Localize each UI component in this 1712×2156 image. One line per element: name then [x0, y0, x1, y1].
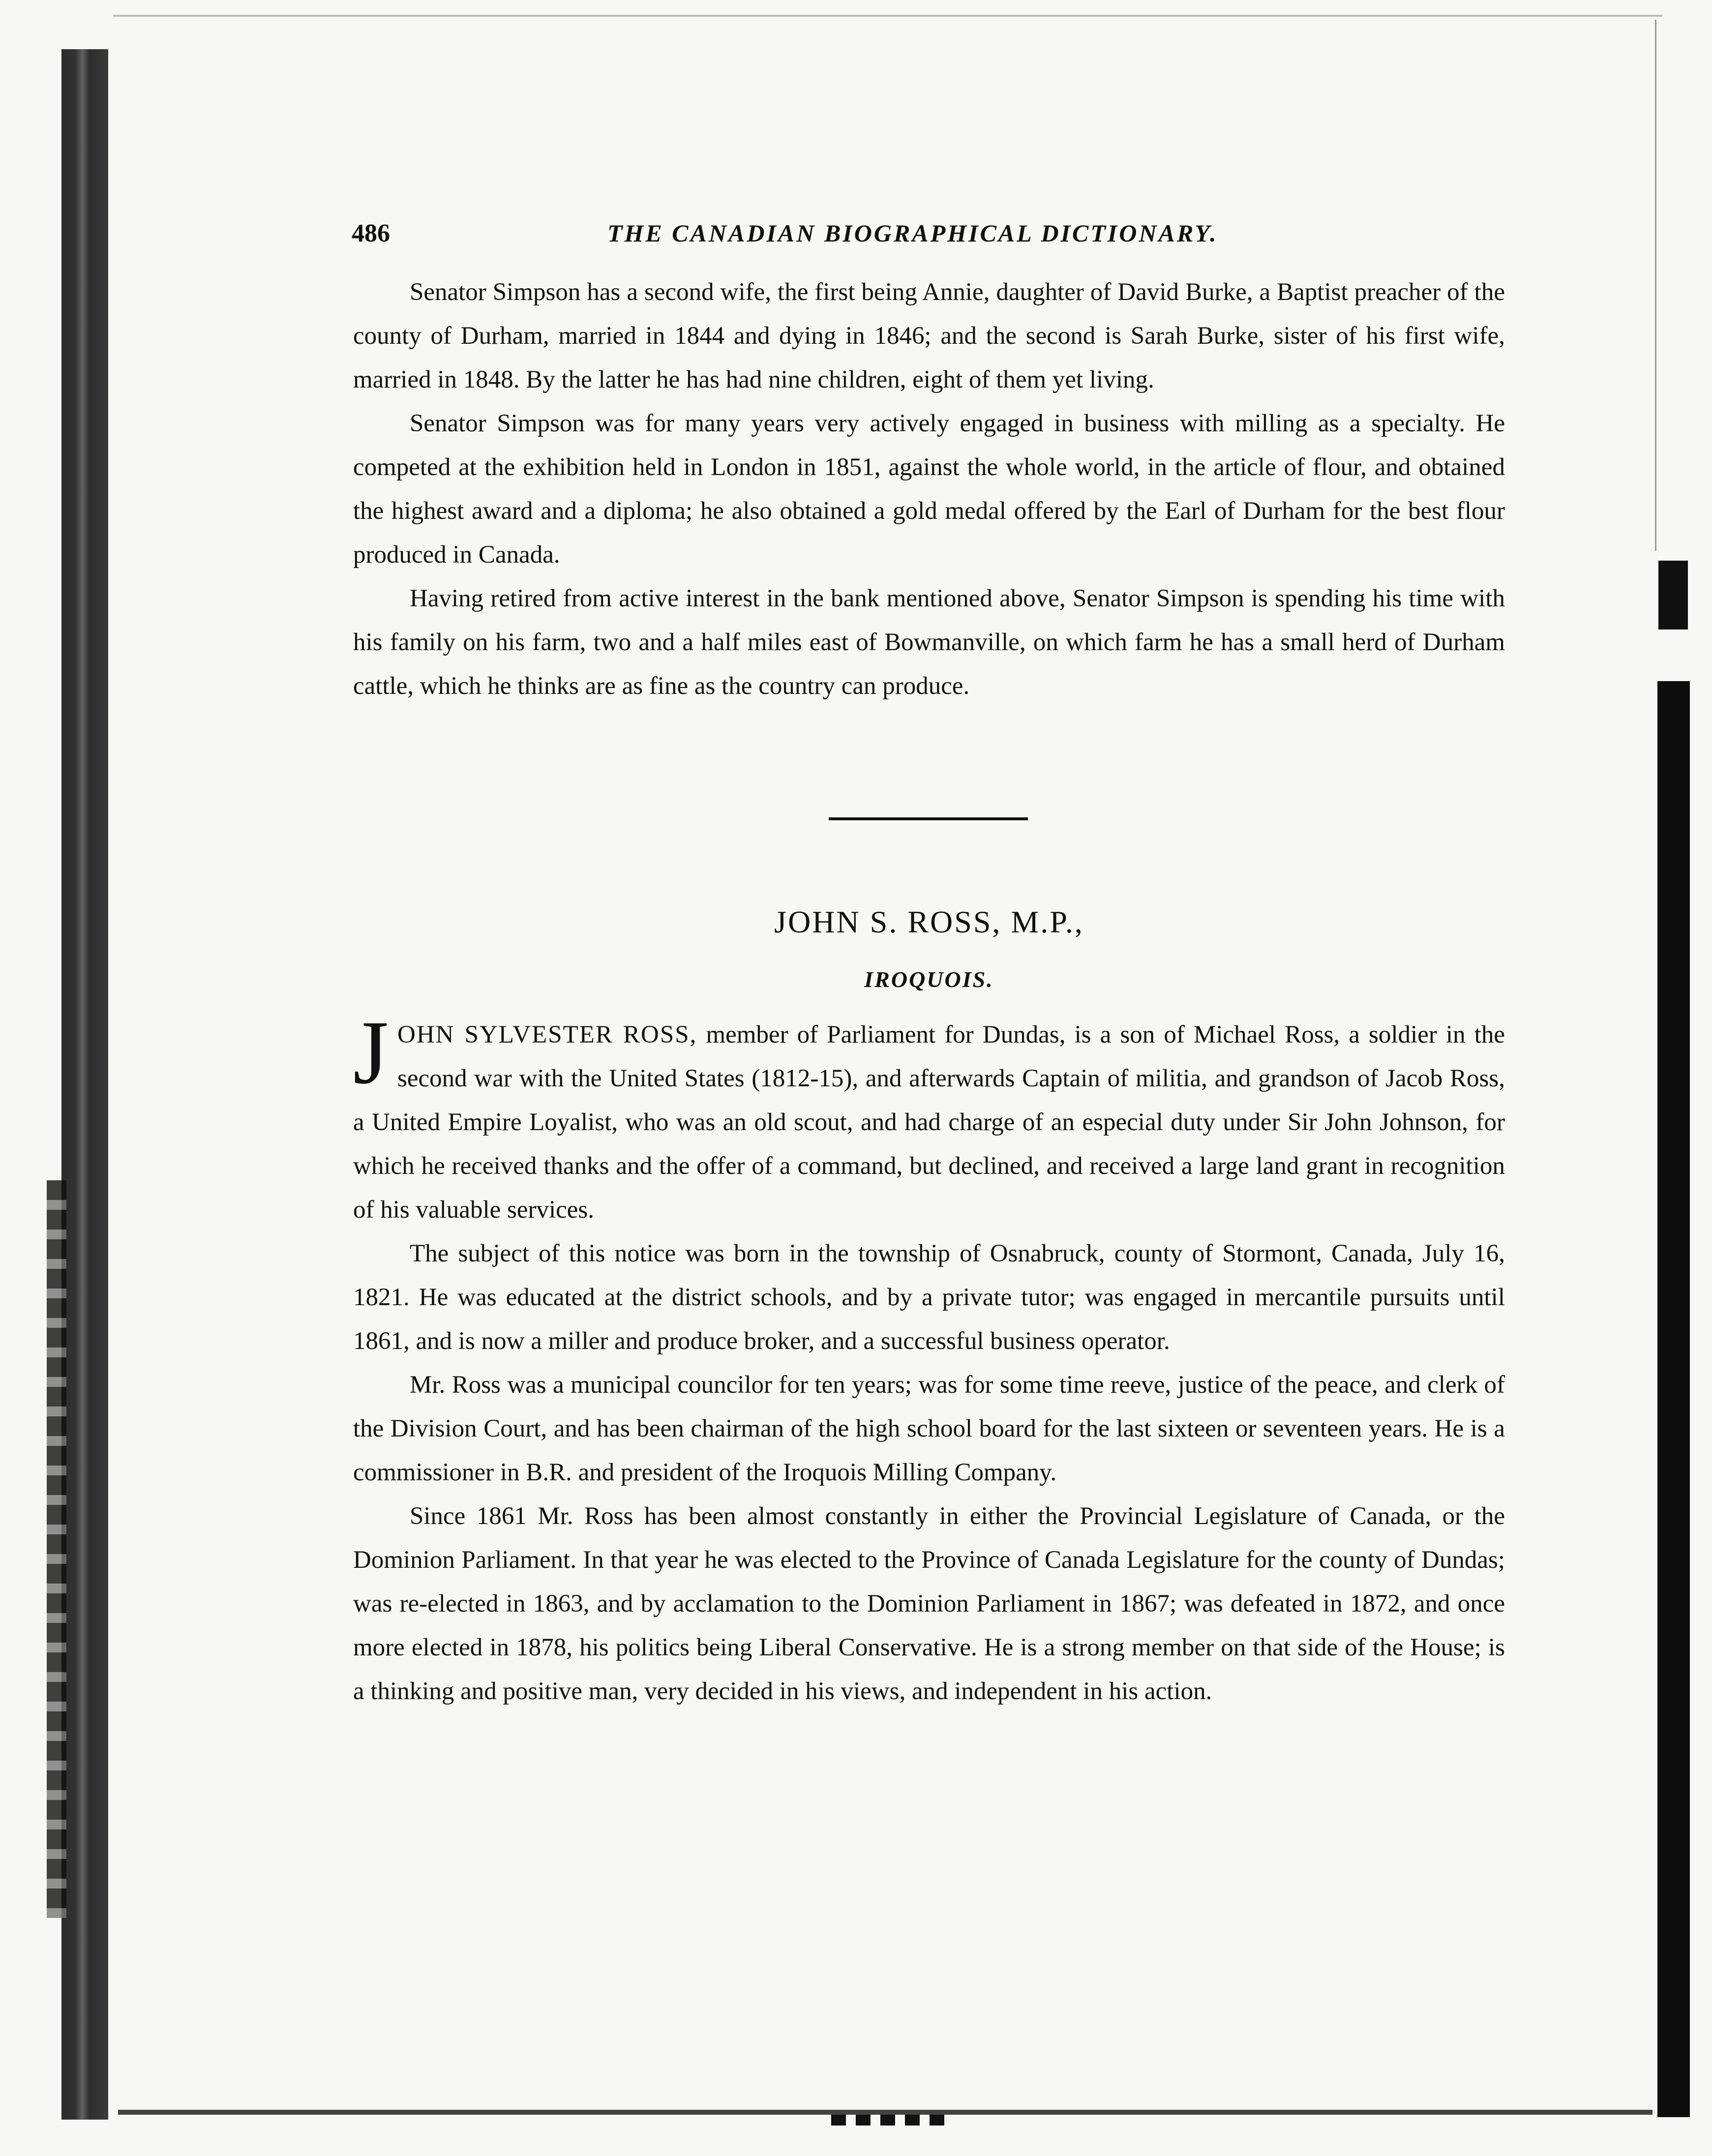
opening-paragraph [353, 1002, 1505, 1232]
entry-title: JOHN S. ROSS, M.P., [774, 904, 1084, 939]
drop-cap: J [353, 1002, 389, 1103]
scan-right-mark [1657, 681, 1690, 2117]
scan-bottom-marks [831, 2115, 949, 2126]
page-number: 486 [352, 219, 390, 247]
paragraph: Senator Simpson has a second wife, the first being Annie, daughter of David Burke, a Baptist preacher of the county of Durham, married in 1844 and dying in 1846; and the second is Sarah Burke, sister of his first wife, married in 1848. By the latter he has had nine children, eight of them yet living. [353, 278, 1505, 393]
opening-text: member of Parliament for Dundas, is a son of Michael Ross, a soldier in the second war with the United States (1812-15), and afterwards Captain of militia, and grandson of Jacob Ross, a United Empire Loyalist, who was an old scout, and had charge of an especial duty under Sir John Johnson, for which he received thanks and the offer of a command, but declined, and received a large land grant in recognition of his valuable services. [353, 1021, 1505, 1224]
paragraph: Mr. Ross was a municipal councilor for ten years; was for some time reeve, justice of the peace, and clerk of the Division Court, and has been chairman of the high school board for the last sixteen or seventeen years. He is a commissioner in B.R. and president of the Iroquois Milling Company. [353, 1371, 1505, 1486]
section-divider [829, 817, 1028, 820]
scan-right-mark-top [1658, 561, 1688, 629]
scan-bottom-edge [118, 2110, 1652, 2115]
entry-place: IROQUOIS. [864, 967, 994, 992]
scan-right-edge [1655, 20, 1656, 551]
simpson-entry-continuation [353, 270, 1505, 708]
paragraph: Since 1861 Mr. Ross has been almost constantly in either the Provincial Legislature of Canada, or the Dominion Parliament. In that year he was elected to the Province of Canada Legislature for the county of Dundas; was re-elected in 1863, and by acclamation to the Dominion Parliament in 1867; was defeated in 1872, and once more elected in 1878, his politics being Liberal Conservative. He is a strong member on that side of the House; is a thinking and positive man, very decided in his views, and independent in his action. [353, 1502, 1505, 1705]
paragraph: Senator Simpson was for many years very actively engaged in business with milling as a specialty. He competed at the exhibition held in London in 1851, against the whole world, in the article of flour, and obtained the highest award and a diploma; he also obtained a gold medal offered by the Earl of Durham for the best flour produced in Canada. [353, 410, 1505, 569]
opening-caps: OHN SYLVESTER ROSS, [397, 1021, 697, 1048]
scan-top-edge [113, 15, 1662, 17]
running-title: THE CANADIAN BIOGRAPHICAL DICTIONARY. [607, 219, 1218, 247]
scan-binding-shadow [61, 49, 108, 2120]
paragraph: The subject of this notice was born in the township of Osnabruck, county of Stormont, Canada, July 16, 1821. He was educated at the district schools, and by a private tutor; was engaged in mercantile pursuits until 1861, and is now a miller and produce broker, and a successful business operator. [353, 1240, 1505, 1355]
page-header [352, 219, 1532, 253]
paragraph: Having retired from active interest in the bank mentioned above, Senator Simpson is spending his time with his family on his farm, two and a half miles east of Bowmanville, on which farm he has a small herd of Durham cattle, which he thinks are as fine as the country can produce. [353, 585, 1505, 700]
ross-entry-body [353, 1002, 1505, 1713]
scan-binding-marks [47, 1180, 66, 1918]
